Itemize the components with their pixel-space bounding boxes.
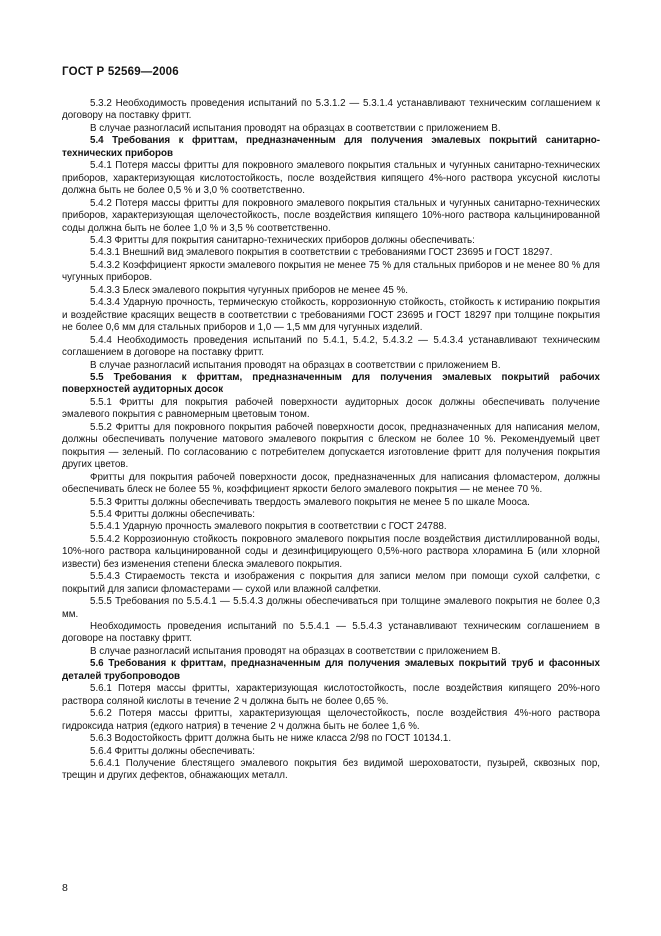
document-body xyxy=(62,98,600,783)
paragraph: 5.5.4.2 Коррозионную стойкость покровного эмалевого покрытия после воздействия дистиллированной воды, 10%-ного раствора кальцинированной соды и дезинфицирующего 0,5%-ного раствора хлорамина Б (или хлорной извести) без изменения степени блеска эмалевого покрытия. xyxy=(62,533,600,570)
section-heading: 5.6 Требования к фриттам, предназначенным для получения эмалевых покрытий труб и фасонных деталей трубопроводов xyxy=(62,658,600,682)
paragraph: 5.6.3 Водостойкость фритт должна быть не ниже класса 2/98 по ГОСТ 10134.1. xyxy=(90,733,452,745)
paragraph: 5.4.3.1 Внешний вид эмалевого покрытия в соответствии с требованиями ГОСТ 23695 и ГОСТ 18297. xyxy=(90,247,553,259)
document-code-header: ГОСТ Р 52569—2006 xyxy=(62,66,179,78)
paragraph: В случае разногласий испытания проводят на образцах в соответствии с приложением В. xyxy=(90,359,501,371)
paragraph: 5.4.1 Потеря массы фритты для покровного эмалевого покрытия стальных и чугунных санитарно-технических приборов, характеризующая кислотостойкость, после воздействия кипящего 4%-ного раствора уксусной кислоты должна быть не более 0,5 % и 3,0 % соответственно. xyxy=(62,160,600,197)
paragraph: В случае разногласий испытания проводят на образцах в соответствии с приложением В. xyxy=(90,122,501,134)
paragraph: Необходимость проведения испытаний по 5.5.4.1 — 5.5.4.3 устанавливают техническим соглашением в договоре на поставку фритт. xyxy=(62,621,600,645)
paragraph: 5.4.2 Потеря массы фритты для покровного эмалевого покрытия стальных и чугунных санитарно-технических приборов, характеризующая щелочестойкость, после воздействия кипящего 10%-ного раствора кальцинированной соды должна быть не более 1,0 % и 3,5 % соответственно. xyxy=(62,197,600,234)
paragraph: 5.4.3.2 Коэффициент яркости эмалевого покрытия не менее 75 % для стальных приборов и не менее 80 % для чугунных приборов. xyxy=(62,259,600,284)
paragraph: 5.3.2 Необходимость проведения испытаний по 5.3.1.2 — 5.3.1.4 устанавливают техническим соглашением к договору на поставку фритт. xyxy=(62,98,600,122)
paragraph: 5.5.1 Фритты для покрытия рабочей поверхности аудиторных досок должны обеспечивать получение эмалевого покрытия с равномерным цветовым тоном. xyxy=(62,396,600,421)
paragraph: 5.4.3 Фритты для покрытия санитарно-технических приборов должны обеспечивать: xyxy=(90,234,475,246)
paragraph: 5.5.2 Фритты для покровного покрытия рабочей поверхности досок, предназначенных для написания мелом, должны обеспечивать получение матового эмалевого покрытия с блеском не более 10 %. Рекомендуемый цвет покрытия — зеленый. По согласованию с потребителем допускается изготовление фритт для получения покрытия других цветов. xyxy=(62,421,600,471)
paragraph: 5.5.4.3 Стираемость текста и изображения с покрытия для записи мелом при помощи сухой салфетки, с покрытий для записи фломастерами — сухой или влажной салфетки. xyxy=(62,571,600,595)
page-number: 8 xyxy=(62,882,68,894)
section-heading: 5.5 Требования к фриттам, предназначенным для получения эмалевых покрытий рабочих поверхностей аудиторных досок xyxy=(62,371,600,396)
paragraph: 5.4.3.3 Блеск эмалевого покрытия чугунных приборов не менее 45 %. xyxy=(90,284,408,296)
paragraph: 5.4.3.4 Ударную прочность, термическую стойкость, коррозионную стойкость, стойкость к истиранию покрытия и воздействие красящих веществ в соответствии с требованиями ГОСТ 23695 и ГОСТ 18297 при толщине покрытия не более 0,6 мм для стальных приборов и 1,0 — 1,5 мм для чугунных изделий. xyxy=(62,297,600,334)
paragraph: 5.6.4.1 Получение блестящего эмалевого покрытия без видимой шероховатости, пузырей, сквозных пор, трещин и других дефектов, обнажающих металл. xyxy=(62,758,600,782)
paragraph: 5.5.5 Требования по 5.5.4.1 — 5.5.4.3 должны обеспечиваться при толщине эмалевого покрытия не более 0,3 мм. xyxy=(62,596,600,620)
paragraph: 5.6.1 Потеря массы фритты, характеризующая кислотостойкость, после воздействия кипящего 20%-ного раствора соляной кислоты в течение 2 ч должна быть не более 0,65 %. xyxy=(62,683,600,707)
paragraph: 5.6.2 Потеря массы фритты, характеризующая щелочестойкость, после воздействия 4%-ного раствора гидроксида натрия (едкого натрия) в течение 2 ч должна быть не более 1,6 %. xyxy=(62,708,600,732)
paragraph: 5.4.4 Необходимость проведения испытаний по 5.4.1, 5.4.2, 5.4.3.2 — 5.4.3.4 устанавливают техническим соглашением в договоре на поставку фритт. xyxy=(62,334,600,359)
section-heading: 5.4 Требования к фриттам, предназначенным для получения эмалевых покрытий санитарно-технических приборов xyxy=(62,135,600,159)
paragraph: В случае разногласий испытания проводят на образцах в соответствии с приложением В. xyxy=(90,645,501,657)
paragraph: 5.5.3 Фритты должны обеспечивать твердость эмалевого покрытия не менее 5 по шкале Мооса. xyxy=(90,496,530,508)
paragraph: 5.5.4.1 Ударную прочность эмалевого покрытия в соответствии с ГОСТ 24788. xyxy=(90,521,447,533)
paragraph: Фритты для покрытия рабочей поверхности досок, предназначенных для написания фломастером, должны обеспечивать блеск не более 55 %, коэффициент яркости белого эмалевого покрытия — не менее 70 %. xyxy=(62,471,600,496)
paragraph: 5.5.4 Фритты должны обеспечивать: xyxy=(90,508,255,520)
paragraph: 5.6.4 Фритты должны обеспечивать: xyxy=(90,745,255,757)
